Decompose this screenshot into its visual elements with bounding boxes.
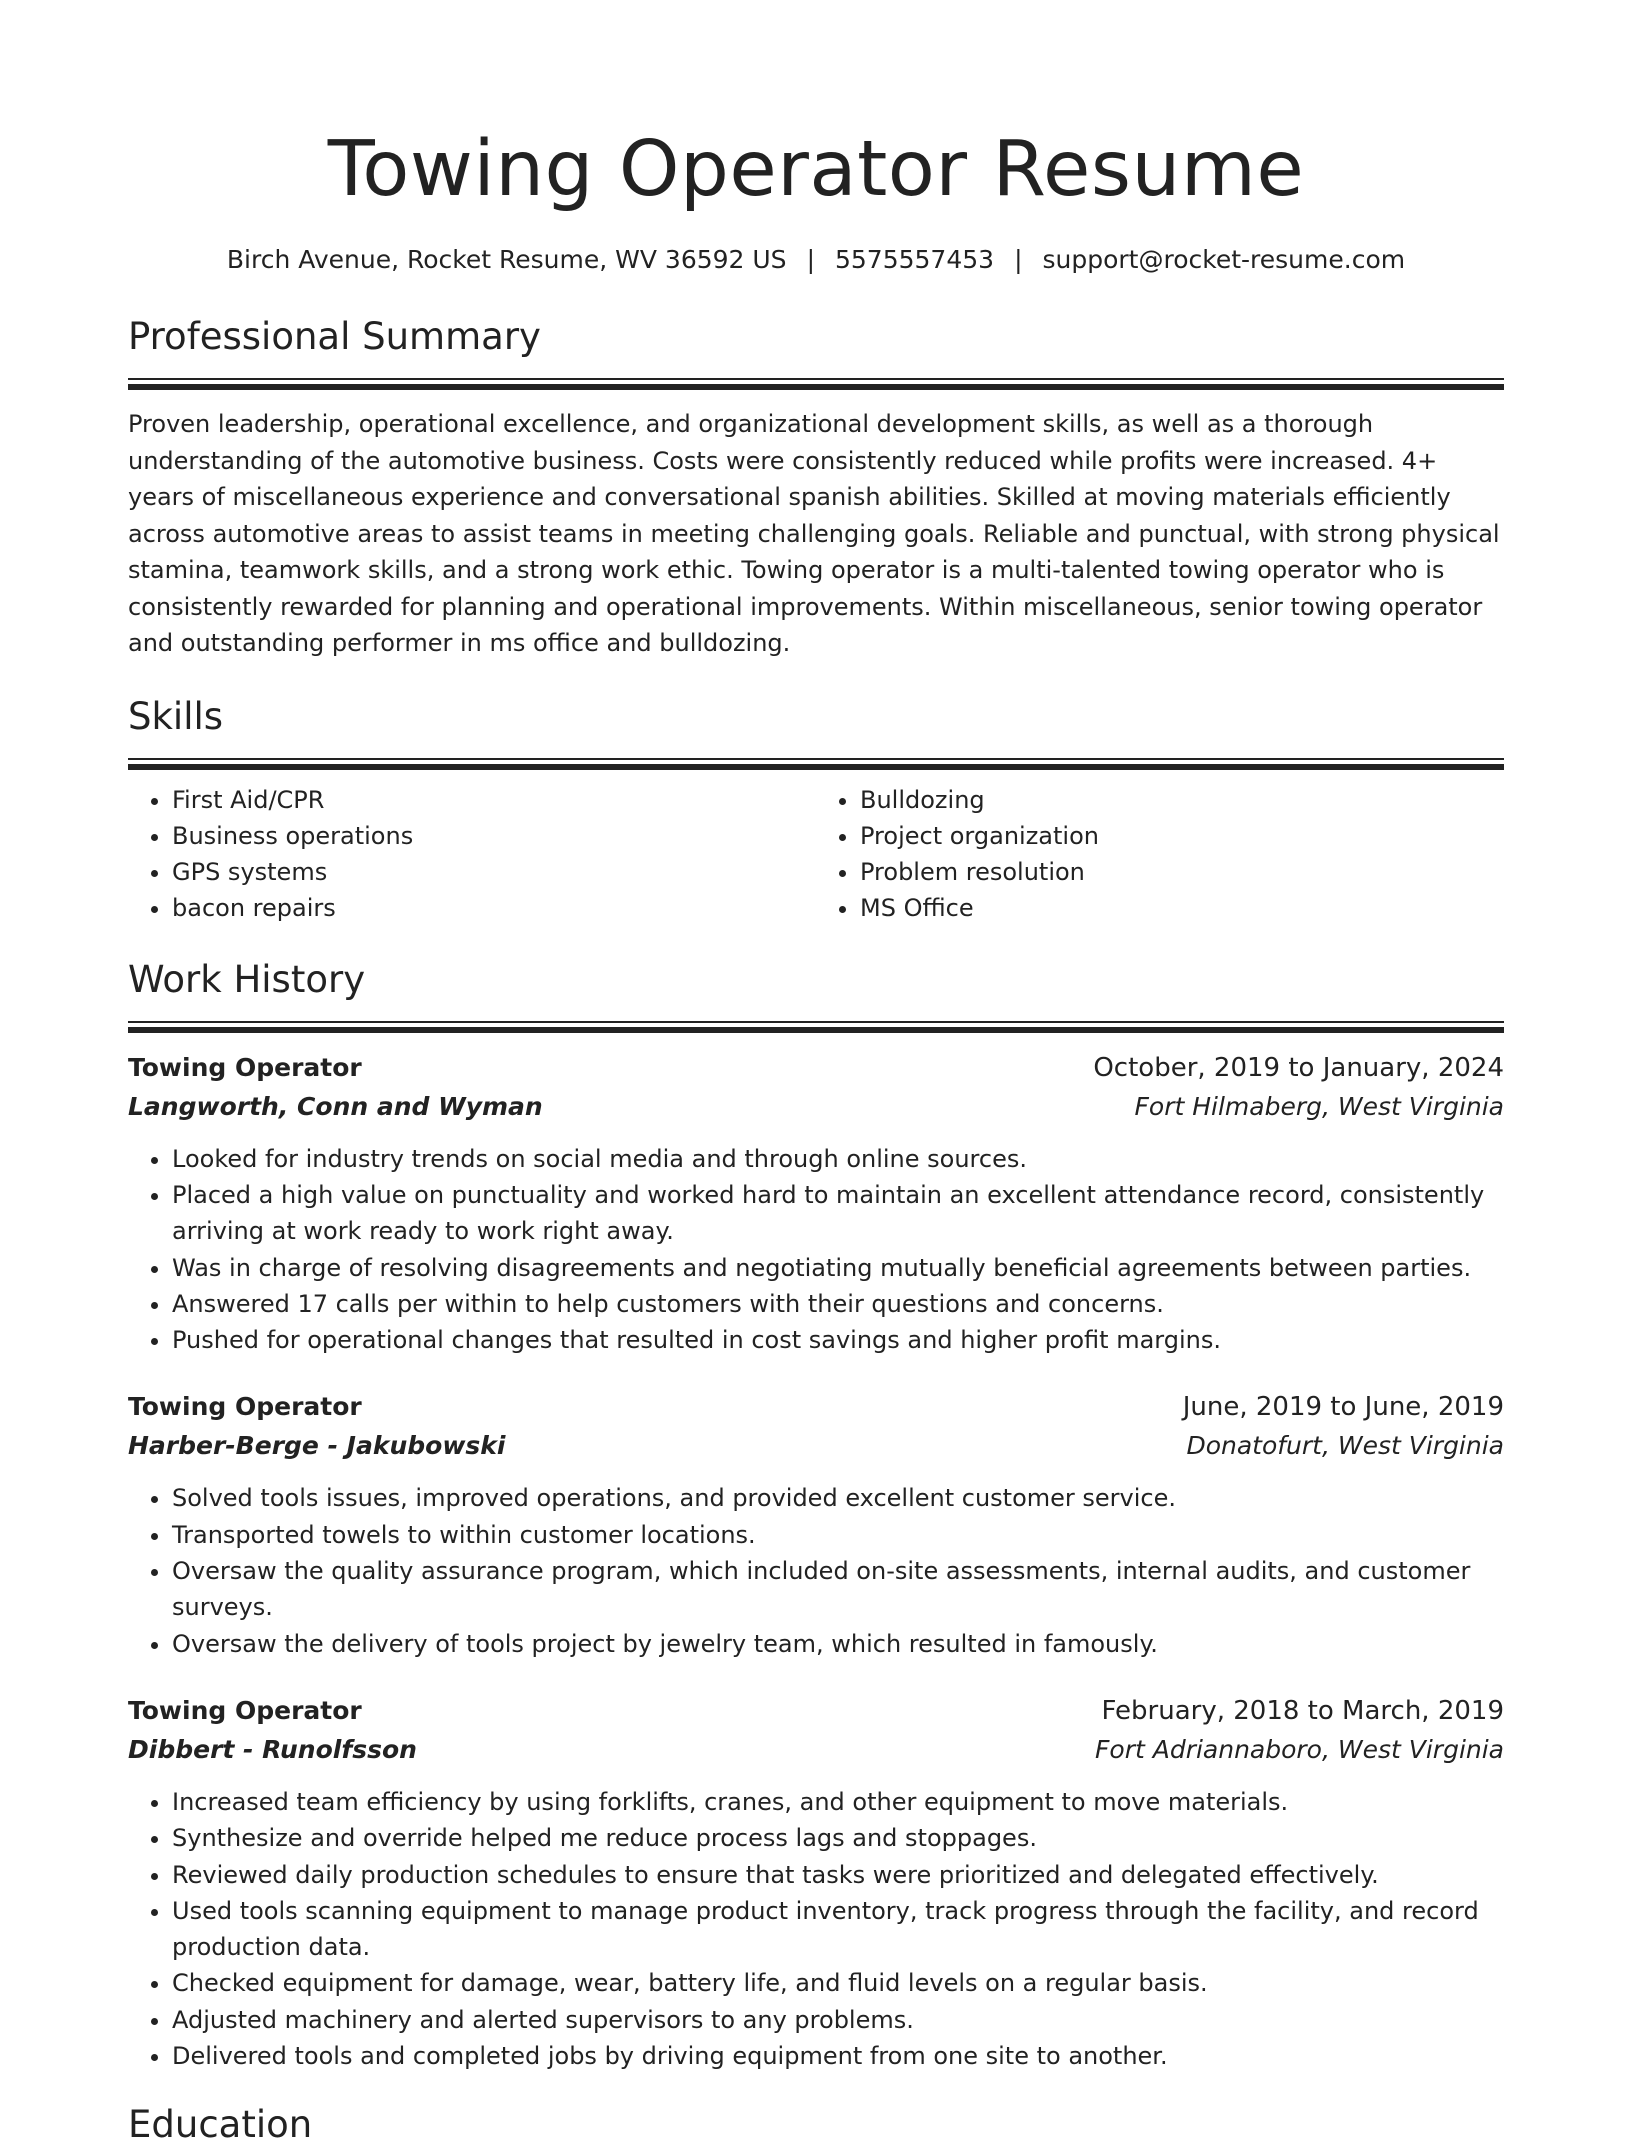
job-entry — [128, 1692, 1504, 2074]
job-bullet: • Synthesize and override helped me reduce process lags and stoppages. — [172, 1820, 1504, 1856]
job-bullet: • Increased team efficiency by using forklifts, cranes, and other equipment to move materials. — [172, 1784, 1504, 1820]
job-company: Harber-Berge - Jakubowski — [128, 1431, 506, 1461]
job-bullet: • Solved tools issues, improved operations, and provided excellent customer service. — [172, 1480, 1504, 1516]
job-subheader — [128, 1087, 1504, 1127]
section-divider — [128, 378, 1504, 390]
contact-email: support@rocket-resume.com — [1042, 245, 1406, 274]
contact-separator: | — [1014, 245, 1023, 274]
summary-section — [128, 314, 1504, 662]
job-bullet: • Looked for industry trends on social media and through online sources. — [172, 1141, 1504, 1177]
page-title: Towing Operator Resume — [327, 125, 1305, 214]
summary-text: Proven leadership, operational excellence, and organizational development skills, as well as a thorough understanding of the automotive business. Costs were consistently reduced while profits were increased. 4+ years of miscellaneous experience and conversational spanish abilities. Skilled at moving materials efficiently across automotive areas to assist teams in meeting challenging goals. Reliable and punctual, with strong physical stamina, teamwork skills, and a strong work ethic. Towing operator is a multi-talented towing operator who is consistently rewarded for planning and operational improvements. Within miscellaneous, senior towing operator and outstanding performer in ms office and bulldozing. — [128, 410, 1500, 657]
job-dates: June, 2019 to June, 2019 — [1182, 1392, 1504, 1423]
job-bullets — [128, 1784, 1504, 2074]
job-company: Langworth, Conn and Wyman — [128, 1091, 543, 1121]
job-title: Towing Operator — [128, 1392, 362, 1422]
job-bullet: • Placed a high value on punctuality and worked hard to maintain an excellent attendance record, consistently arriving at work ready to work right away. — [172, 1177, 1504, 1250]
job-header — [128, 1692, 1504, 1730]
job-bullet: • Checked equipment for damage, wear, battery life, and fluid levels on a regular basis. — [172, 1965, 1504, 2001]
job-subheader — [128, 1730, 1504, 1770]
education-heading: Education — [128, 2103, 313, 2147]
contact-phone: 5575557453 — [835, 245, 995, 274]
work-history-section — [128, 957, 1504, 2075]
skill-item: • bacon repairs — [172, 890, 816, 926]
job-bullet: • Was in charge of resolving disagreements and negotiating mutually beneficial agreements between parties. — [172, 1250, 1504, 1286]
job-entry — [128, 1049, 1504, 1359]
skill-item: • MS Office — [860, 890, 1504, 926]
job-header — [128, 1049, 1504, 1087]
job-bullet: • Reviewed daily production schedules to ensure that tasks were prioritized and delegated effectively. — [172, 1857, 1504, 1893]
job-bullet: • Delivered tools and completed jobs by driving equipment from one site to another. — [172, 2038, 1504, 2074]
skill-item: • GPS systems — [172, 854, 816, 890]
contact-separator: | — [806, 245, 815, 274]
job-subheader — [128, 1426, 1504, 1466]
job-location: Donatofurt, West Virginia — [1186, 1431, 1504, 1461]
section-divider — [128, 1021, 1504, 1033]
job-dates: February, 2018 to March, 2019 — [1101, 1695, 1504, 1726]
contact-line — [128, 244, 1504, 276]
job-bullet: • Adjusted machinery and alerted supervisors to any problems. — [172, 2002, 1504, 2038]
job-bullet: • Used tools scanning equipment to manage product inventory, track progress through the facility, and record production data. — [172, 1893, 1504, 1966]
skill-item: • First Aid/CPR — [172, 782, 816, 818]
job-bullets — [128, 1480, 1504, 1661]
job-title: Towing Operator — [128, 1052, 362, 1082]
education-section — [128, 2102, 1504, 2148]
job-title: Towing Operator — [128, 1695, 362, 1725]
job-dates: October, 2019 to January, 2024 — [1093, 1052, 1504, 1083]
skill-item: • Problem resolution — [860, 854, 1504, 890]
job-bullet: • Oversaw the quality assurance program, which included on-site assessments, internal audits, and customer surveys. — [172, 1553, 1504, 1626]
job-location: Fort Hilmaberg, West Virginia — [1134, 1091, 1504, 1121]
job-company: Dibbert - Runolfsson — [128, 1734, 417, 1764]
contact-address: Birch Avenue, Rocket Resume, WV 36592 US — [226, 245, 787, 274]
job-bullet: • Transported towels to within customer locations. — [172, 1517, 1504, 1553]
job-bullet: • Answered 17 calls per within to help customers with their questions and concerns. — [172, 1286, 1504, 1322]
job-bullets — [128, 1141, 1504, 1359]
skills-section — [128, 694, 1504, 927]
skill-item: • Project organization — [860, 818, 1504, 854]
job-bullet: • Pushed for operational changes that resulted in cost savings and higher profit margins. — [172, 1322, 1504, 1358]
job-header — [128, 1388, 1504, 1426]
work-history-heading: Work History — [128, 957, 366, 1001]
skill-item: • Business operations — [172, 818, 816, 854]
job-entry — [128, 1388, 1504, 1661]
skills-columns — [128, 782, 1504, 927]
job-location: Fort Adriannaboro, West Virginia — [1095, 1734, 1504, 1764]
skills-heading: Skills — [128, 694, 224, 738]
summary-heading: Professional Summary — [128, 315, 541, 358]
job-bullet: • Oversaw the delivery of tools project by jewelry team, which resulted in famously. — [172, 1626, 1504, 1662]
skills-left-list — [128, 782, 816, 927]
section-divider — [128, 758, 1504, 770]
skill-item: • Bulldozing — [860, 782, 1504, 818]
skills-right-list — [816, 782, 1504, 927]
